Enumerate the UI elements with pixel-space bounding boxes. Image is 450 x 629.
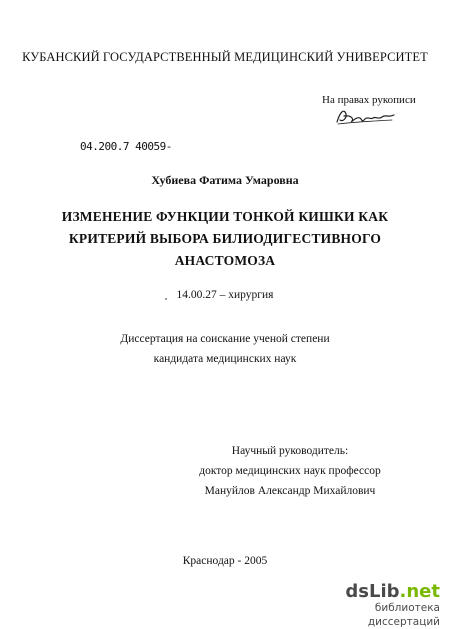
dslib-watermark	[310, 583, 440, 629]
supervisor-degree: доктор медицинских наук профессор	[199, 465, 381, 477]
supervisor-label: Научный руководитель:	[231, 445, 349, 457]
dissertation-title	[0, 206, 450, 272]
supervisor-name: Мануйлов Александр Михайлович	[204, 485, 376, 497]
supervisor-block	[0, 441, 450, 501]
rights-note: На правах рукописи	[322, 94, 416, 106]
title-line: КРИТЕРИЙ ВЫБОРА БИЛИОДИГЕСТИВНОГО	[68, 231, 382, 246]
handwritten-signature	[334, 106, 398, 128]
specialty-code: 14.00.27 – хирургия	[176, 289, 274, 301]
title-line: АНАСТОМОЗА	[174, 253, 276, 268]
degree-line: Диссертация на соискание ученой степени	[120, 333, 330, 345]
city-year: Краснодар - 2005	[182, 555, 268, 567]
watermark-logo-suffix: .net	[399, 581, 440, 602]
university-name: КУБАНСКИЙ ГОСУДАРСТВЕННЫЙ МЕДИЦИНСКИЙ УНИВЕРСИТЕТ	[22, 50, 428, 64]
watermark-logo	[310, 583, 440, 601]
title-line: ИЗМЕНЕНИЕ ФУНКЦИИ ТОНКОЙ КИШКИ КАК	[61, 209, 389, 224]
degree-line: кандидата медицинских наук	[153, 353, 297, 365]
degree-statement	[0, 329, 450, 369]
watermark-subtitle: библиотека диссертаций	[367, 602, 440, 628]
author-name: Хубиева Фатима Умаровна	[151, 173, 299, 187]
watermark-logo-main: dsLib	[345, 581, 400, 602]
registry-number: 04.200.7 40059-	[80, 140, 172, 153]
